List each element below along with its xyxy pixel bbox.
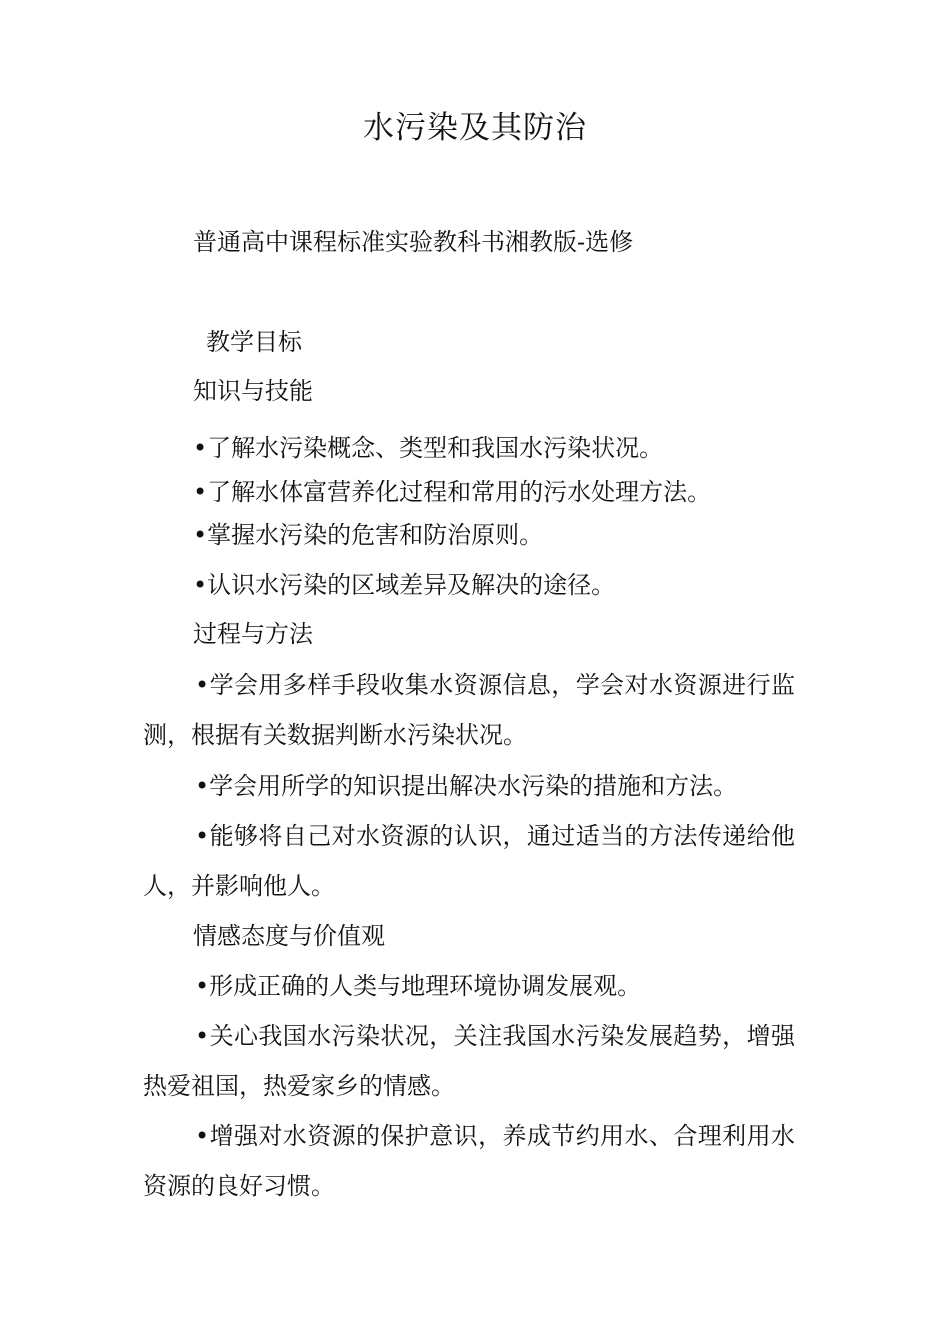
teaching-objectives-heading: 教学目标 [206,328,302,356]
process-item-1: •学会用多样手段收集水资源信息，学会对水资源进行监测，根据有关数据判断水污染状况。 [143,671,795,749]
knowledge-item-4: •认识水污染的区域差异及解决的途径。 [193,571,616,599]
document-subtitle: 普通高中课程标准实验教科书湘教版-选修 [193,228,634,256]
values-item-1: •形成正确的人类与地理环境协调发展观。 [195,972,642,1000]
values-item-3: •增强对水资源的保护意识，养成节约用水、合理利用水资源的良好习惯。 [143,1122,795,1200]
process-item-2: •学会用所学的知识提出解决水污染的措施和方法。 [195,772,738,800]
knowledge-item-3: •掌握水污染的危害和防治原则。 [193,521,544,549]
process-methods-heading: 过程与方法 [193,620,313,648]
knowledge-skills-heading: 知识与技能 [193,377,313,405]
values-item-2: •关心我国水污染状况，关注我国水污染发展趋势，增强热爱祖国，热爱家乡的情感。 [143,1022,795,1100]
values-heading: 情感态度与价值观 [193,922,385,950]
knowledge-item-1: •了解水污染概念、类型和我国水污染状况。 [193,434,664,462]
document-title: 水污染及其防治 [363,110,587,146]
process-item-3: •能够将自己对水资源的认识，通过适当的方法传递给他人，并影响他人。 [143,822,795,900]
knowledge-item-2: •了解水体富营养化过程和常用的污水处理方法。 [193,478,712,506]
